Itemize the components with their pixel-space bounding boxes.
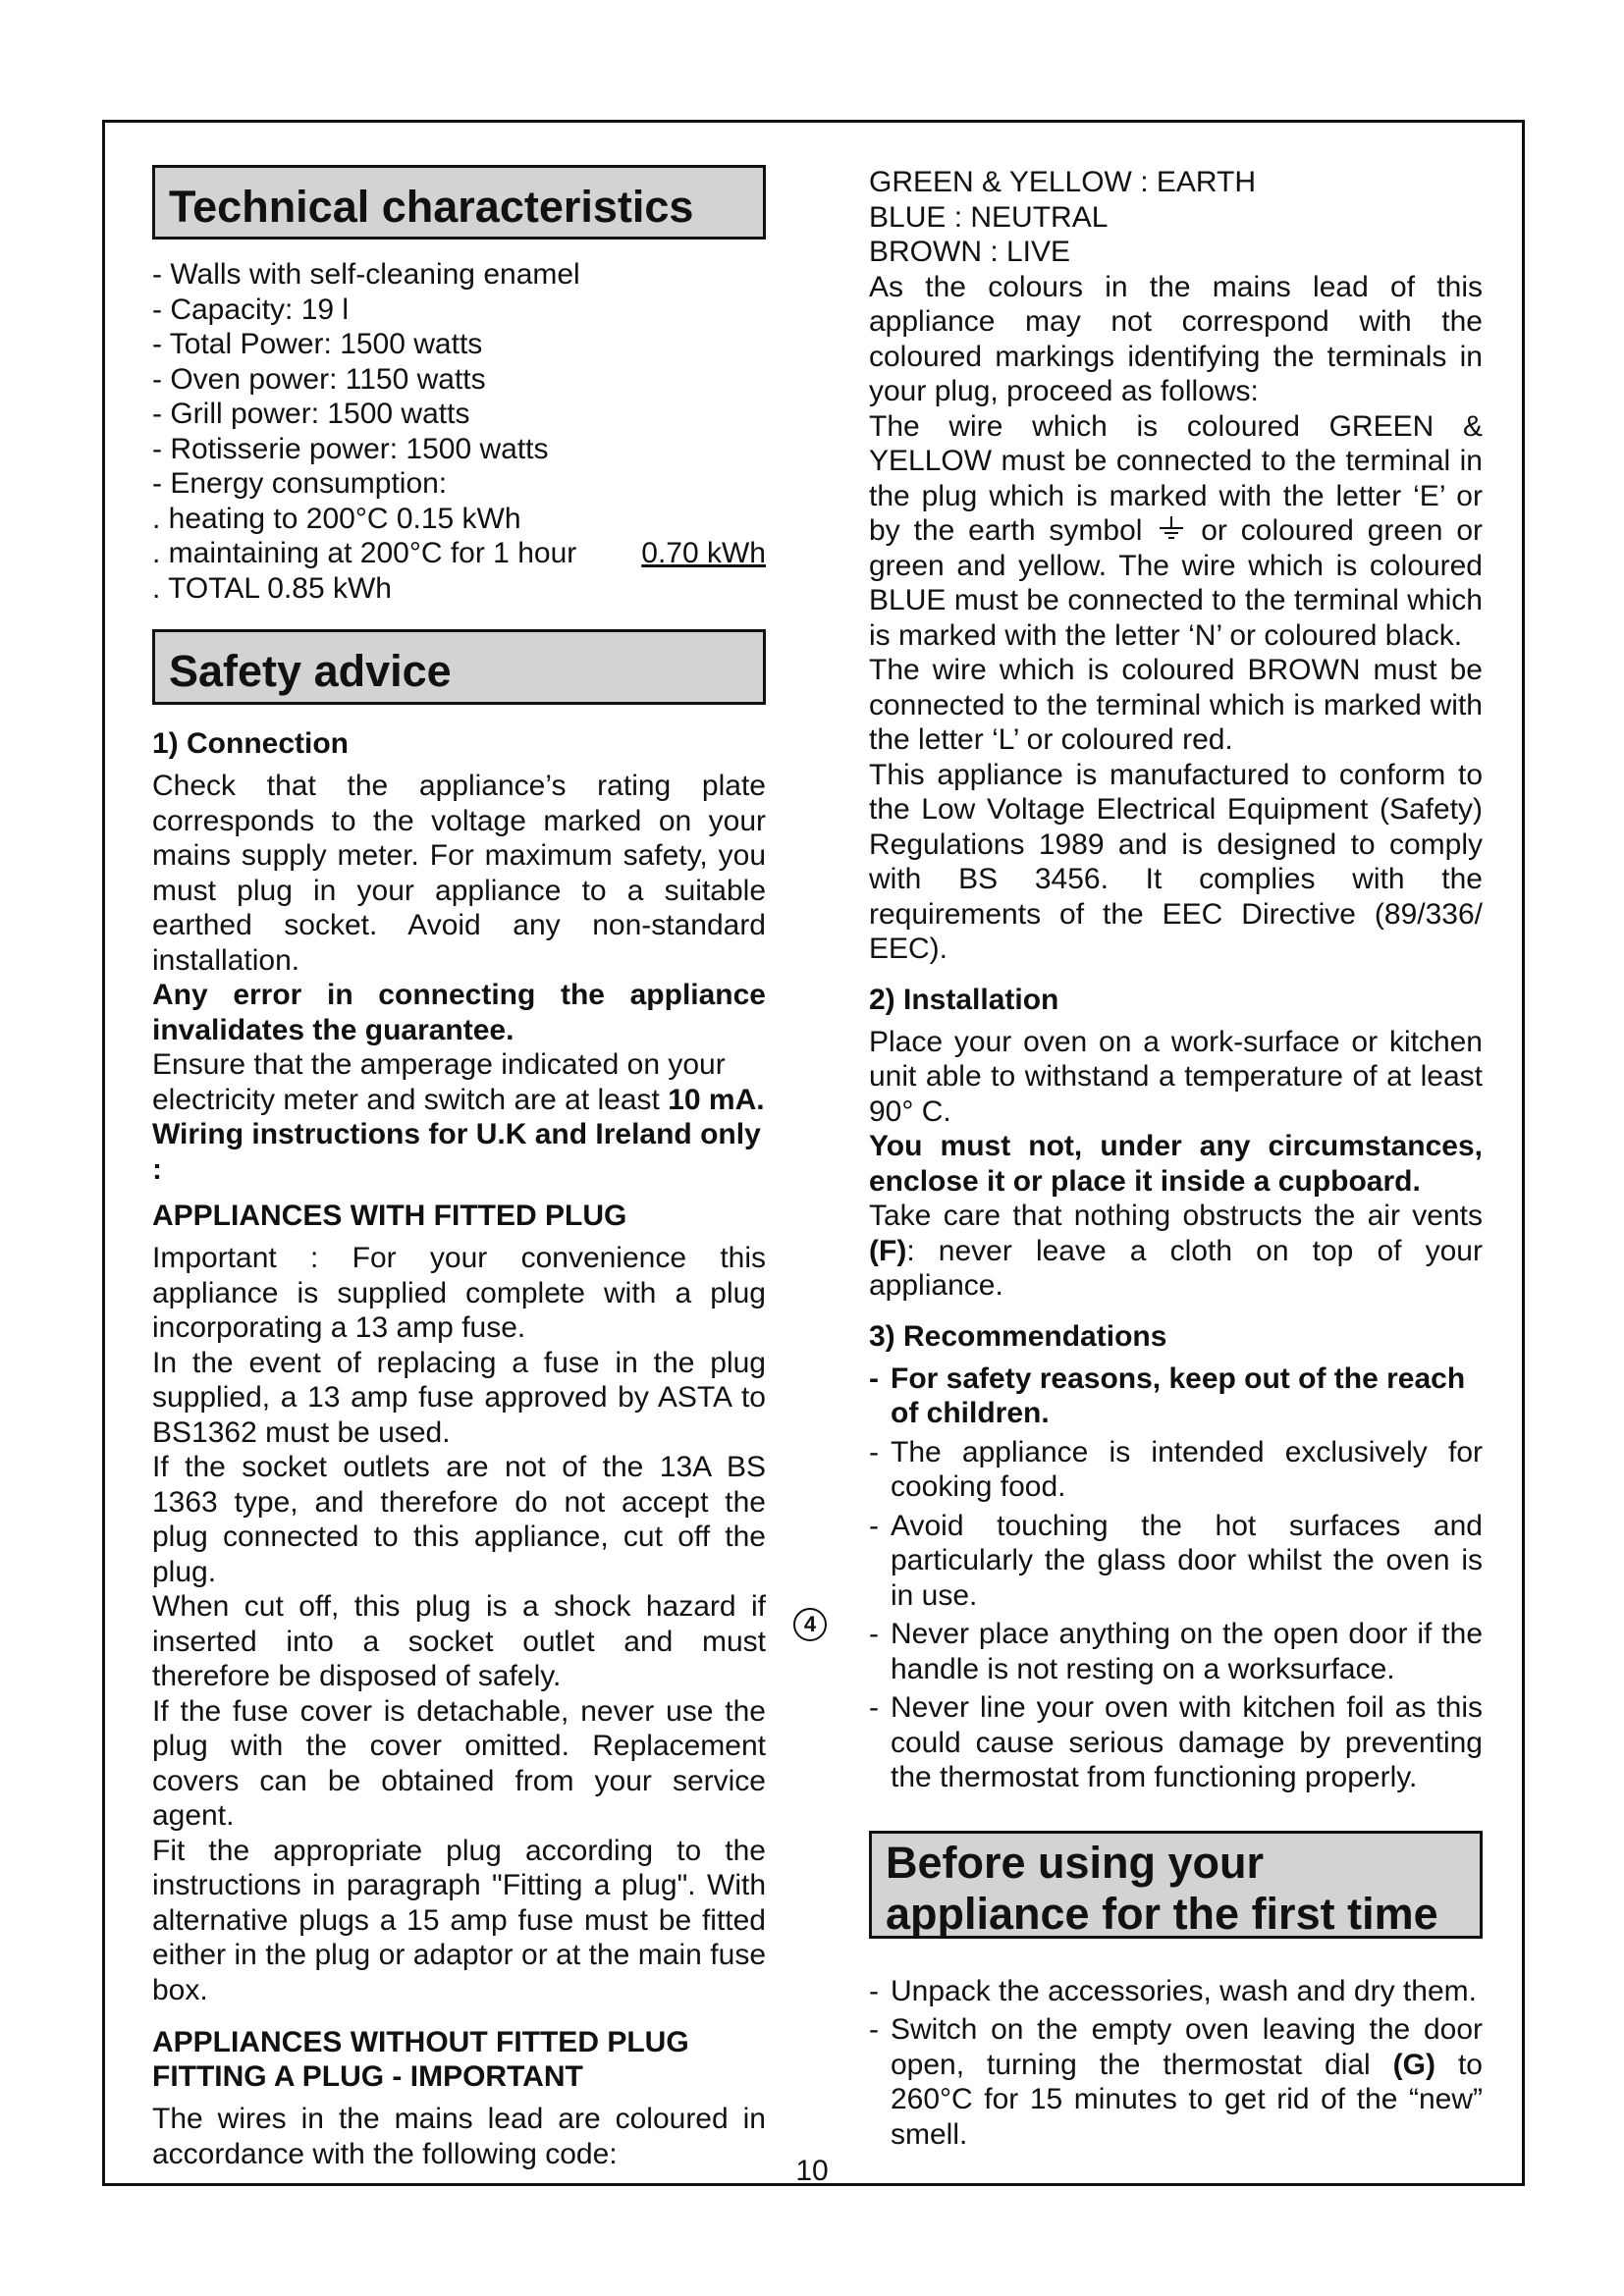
fitted-paragraph: If the socket outlets are not of the 13A BS 1363 type, and therefore do not accept the plug connected to this appliance, cut off the plug.	[152, 1451, 766, 1588]
spec-item: - Capacity: 19 l	[152, 293, 350, 326]
spec-item: - Rotisserie power: 1500 watts	[152, 432, 549, 465]
fitted-paragraph: Fit the appropriate plug according to the instructions in paragraph "Fitting a plug". With alternative plugs a 15 amp fuse must be fitted either in the plug or adaptor or at the main fuse box.	[152, 1834, 766, 2006]
wiring-title: Wiring instructions for U.K and Ireland only :	[152, 1118, 761, 1186]
recommendation-item: - Never place anything on the open door if the handle is not resting on a worksurface.	[869, 1618, 1483, 1685]
brown-wire-paragraph: The wire which is coloured BROWN must be connected to the terminal which is marked with the letter ‘L’ or coloured red.	[869, 654, 1483, 756]
section-marker-badge: 4	[793, 1608, 827, 1641]
fitted-paragraph: When cut off, this plug is a shock hazard if inserted into a socket outlet and must therefore be disposed of safely.	[152, 1590, 766, 1692]
earth-text-a: The wire which is coloured GREEN & YELLOW must be connected to the terminal in the plug which is marked with the letter ‘E’ or by the earth symbol	[869, 409, 1483, 547]
spec-item: - Grill power: 1500 watts	[152, 398, 470, 430]
earth-paragraph	[869, 409, 1483, 654]
fitting-plug-title: FITTING A PLUG - IMPORTANT	[152, 2060, 583, 2093]
wires-paragraph: The wires in the mains lead are coloured in accordance with the following code:	[152, 2103, 766, 2170]
first-use-list	[869, 1974, 1483, 2153]
technical-characteristics-heading: Technical characteristics	[152, 165, 766, 240]
spec-item: . heating to 200°C 0.15 kWh	[152, 502, 521, 535]
connection-warning: Any error in connecting the appliance invalidates the guarantee.	[152, 979, 766, 1046]
earth-symbol-icon	[1156, 514, 1187, 544]
installation-warning: You must not, under any circumstances, enclose it or place it inside a cupboard.	[869, 1130, 1483, 1198]
recommendations-title: 3) Recommendations	[869, 1319, 1167, 1353]
air-vents-ref: (F)	[869, 1234, 907, 1267]
maintaining-label: . maintaining at 200°C for 1 hour	[152, 537, 577, 569]
right-column	[869, 165, 1483, 2156]
air-vents-paragraph	[869, 1199, 1483, 1304]
recommendation-item: - Avoid touching the hot surfaces and particularly the glass door whilst the oven is in use.	[869, 1509, 1483, 1612]
amperage-paragraph	[152, 1047, 766, 1117]
spec-item: - Walls with self-cleaning enamel	[152, 258, 580, 291]
wire-code-neutral: BLUE : NEUTRAL	[869, 200, 1109, 234]
first-use-item: - Switch on the empty oven leaving the door open, turning the thermostat dial (G) to 260°C for 15 minutes to get rid of the “new” smell.	[869, 2013, 1483, 2151]
installation-paragraph: Place your oven on a work-surface or kitchen unit able to withstand a temperature of at least 90° C.	[869, 1025, 1483, 1128]
regulations-paragraph: This appliance is manufactured to conform to the Low Voltage Electrical Equipment (Safety) Regulations 1989 and is designed to comply with BS 3456. It complies with the requirements of the EEC Directive (89/336/ EEC).	[869, 758, 1483, 965]
tech-spec-list	[152, 257, 766, 606]
amperage-value: 10 mA.	[668, 1083, 765, 1116]
fitted-paragraph: Important : For your convenience this appliance is supplied complete with a plug incorporating a 13 amp fuse.	[152, 1242, 766, 1344]
installation-title: 2) Installation	[869, 983, 1059, 1016]
recommendation-item: - For safety reasons, keep out of the reach of children.	[869, 1362, 1466, 1429]
spec-item: - Oven power: 1150 watts	[152, 362, 486, 396]
spec-item: - Total Power: 1500 watts	[152, 328, 483, 360]
fitted-plug-title: APPLIANCES WITH FITTED PLUG	[152, 1200, 627, 1232]
connection-title: 1) Connection	[152, 727, 349, 760]
maintaining-value: 0.70 kWh	[641, 537, 766, 569]
colours-paragraph: As the colours in the mains lead of this appliance may not correspond with the coloured markings identifying the terminals in your plug, proceed as follows:	[869, 270, 1483, 407]
connection-paragraph: Check that the appliance’s rating plate corresponds to the voltage marked on your mains supply meter. For maximum safety, you must plug in your appliance to a suitable earthed socket. Avoid any non-standard installation.	[152, 770, 766, 977]
fitted-paragraph: If the fuse cover is detachable, never use the plug with the cover omitted. Replacement covers can be obtained from your service agent.	[152, 1694, 766, 1832]
first-use-item: - Unpack the accessories, wash and dry them.	[869, 1974, 1477, 2007]
amperage-text: Ensure that the amperage indicated on your electricity meter and switch are at least	[152, 1048, 726, 1116]
spec-item: - Energy consumption:	[152, 467, 448, 500]
wire-code-earth: GREEN & YELLOW : EARTH	[869, 166, 1256, 198]
air-vents-text-a: Take care that nothing obstructs the air vents	[869, 1200, 1483, 1232]
fitted-paragraph: In the event of replacing a fuse in the plug supplied, a 13 amp fuse approved by ASTA to BS1362 must be used.	[152, 1346, 766, 1449]
earth-text-b: or coloured green or green and yellow. The wire which is coloured BLUE must be connected to the terminal which is marked with the letter ‘N’ or coloured black.	[869, 514, 1484, 652]
without-plug-title: APPLIANCES WITHOUT FITTED PLUG	[152, 2026, 689, 2058]
spec-item-total: . TOTAL 0.85 kWh	[152, 571, 392, 605]
page-number: 10	[795, 2155, 829, 2187]
first-use-heading: Before using your appliance for the first time	[869, 1831, 1483, 1939]
recommendation-item: - Never line your oven with kitchen foil as this could cause serious damage by preventing the thermostat from functioning properly.	[869, 1691, 1483, 1793]
wire-code-live: BROWN : LIVE	[869, 236, 1071, 268]
left-column	[152, 165, 766, 2171]
air-vents-text-b: : never leave a cloth on top of your appliance.	[869, 1234, 1483, 1302]
recommendation-item: - The appliance is intended exclusively for cooking food.	[869, 1435, 1483, 1503]
safety-advice-heading: Safety advice	[152, 629, 766, 705]
spec-item-maintaining	[152, 536, 766, 571]
